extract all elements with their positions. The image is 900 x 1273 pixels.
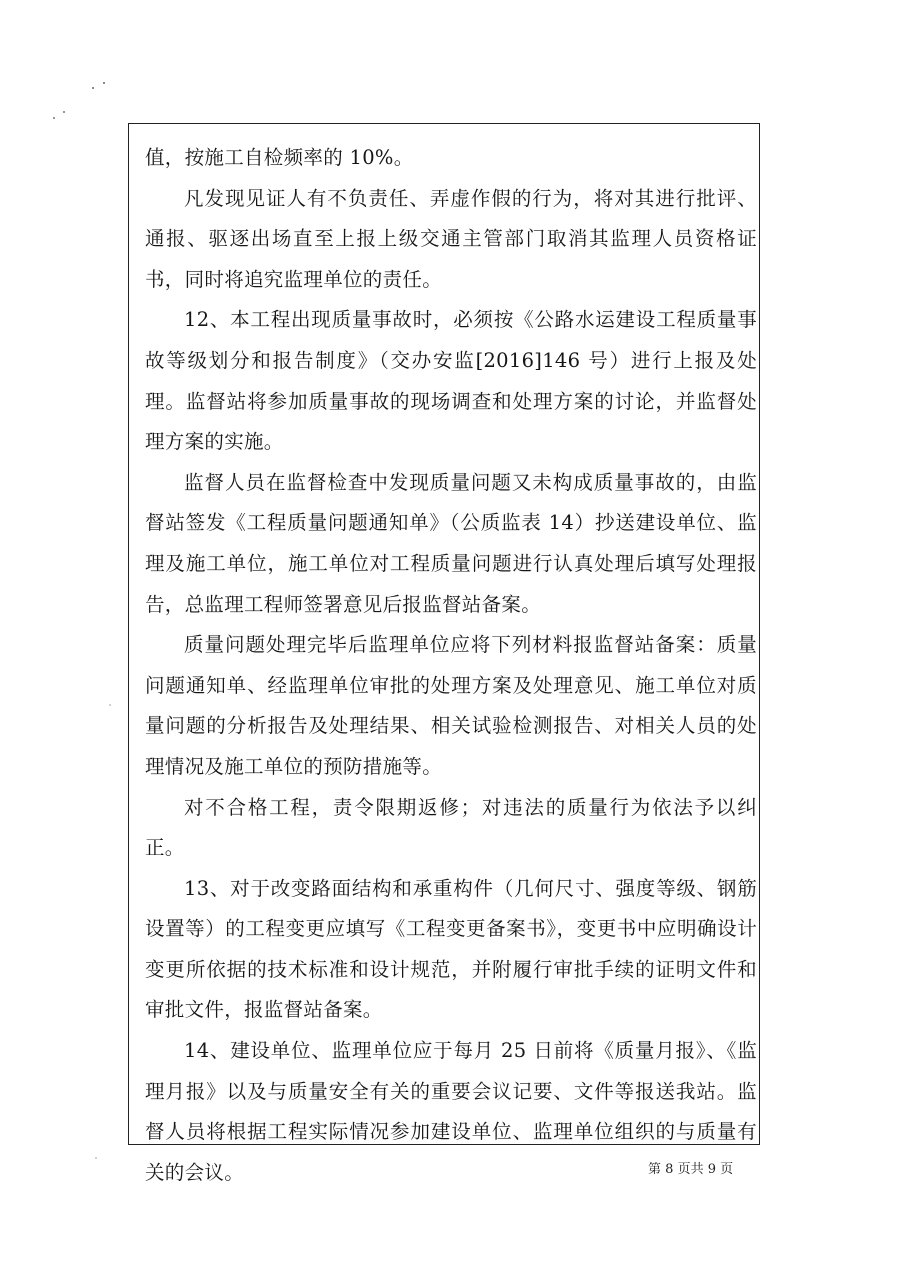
document-body	[145, 138, 757, 1193]
paragraph: 12、本工程出现质量事故时，必须按《公路水运建设工程质量事故等级划分和报告制度》（交办安监[2016]146 号）进行上报及处理。监督站将参加质量事故的现场调查和处理方案的讨论，并监督处理方案的实施。	[145, 308, 757, 454]
paragraph: 值，按施工自检频率的 10%。	[145, 146, 414, 169]
paragraph: 监督人员在监督检查中发现质量问题又未构成质量事故的，由监督站签发《工程质量问题通知单》（公质监表 14）抄送建设单位、监理及施工单位，施工单位对工程质量问题进行认真处理后填写处理报告，总监理工程师签署意见后报监督站备案。	[145, 470, 757, 616]
page-number-middle: 页共	[677, 1162, 704, 1177]
page-number-current: 8	[665, 1162, 674, 1177]
page-number-prefix: 第	[648, 1162, 662, 1177]
paragraph: 对不合格工程，责令限期返修；对违法的质量行为依法予以纠正。	[145, 795, 757, 860]
page-number	[648, 1158, 733, 1177]
page-number-suffix: 页	[720, 1162, 734, 1177]
page-number-total: 9	[707, 1162, 717, 1177]
paragraph: 凡发现见证人有不负责任、弄虚作假的行为，将对其进行批评、通报、驱逐出场直至上报上级交通主管部门取消其监理人员资格证书，同时将追究监理单位的责任。	[145, 186, 757, 291]
paragraph: 质量问题处理完毕后监理单位应将下列材料报监督站备案：质量问题通知单、经监理单位审批的处理方案及处理意见、施工单位对质量问题的分析报告及处理结果、相关试验检测报告、对相关人员的处理情况及施工单位的预防措施等。	[145, 633, 757, 778]
paragraph: 14、建设单位、监理单位应于每月 25 日前将《质量月报》、《监理月报》以及与质量安全有关的重要会议记要、文件等报送我站。监督人员将根据工程实际情况参加建设单位、监理单位组织的与质量有关的会议。	[145, 1039, 757, 1184]
paragraph: 13、对于改变路面结构和承重构件（几何尺寸、强度等级、钢筋设置等）的工程变更应填写《工程变更备案书》，变更书中应明确设计变更所依据的技术标准和设计规范，并附履行审批手续的证明文件和审批文件，报监督站备案。	[145, 876, 757, 1022]
